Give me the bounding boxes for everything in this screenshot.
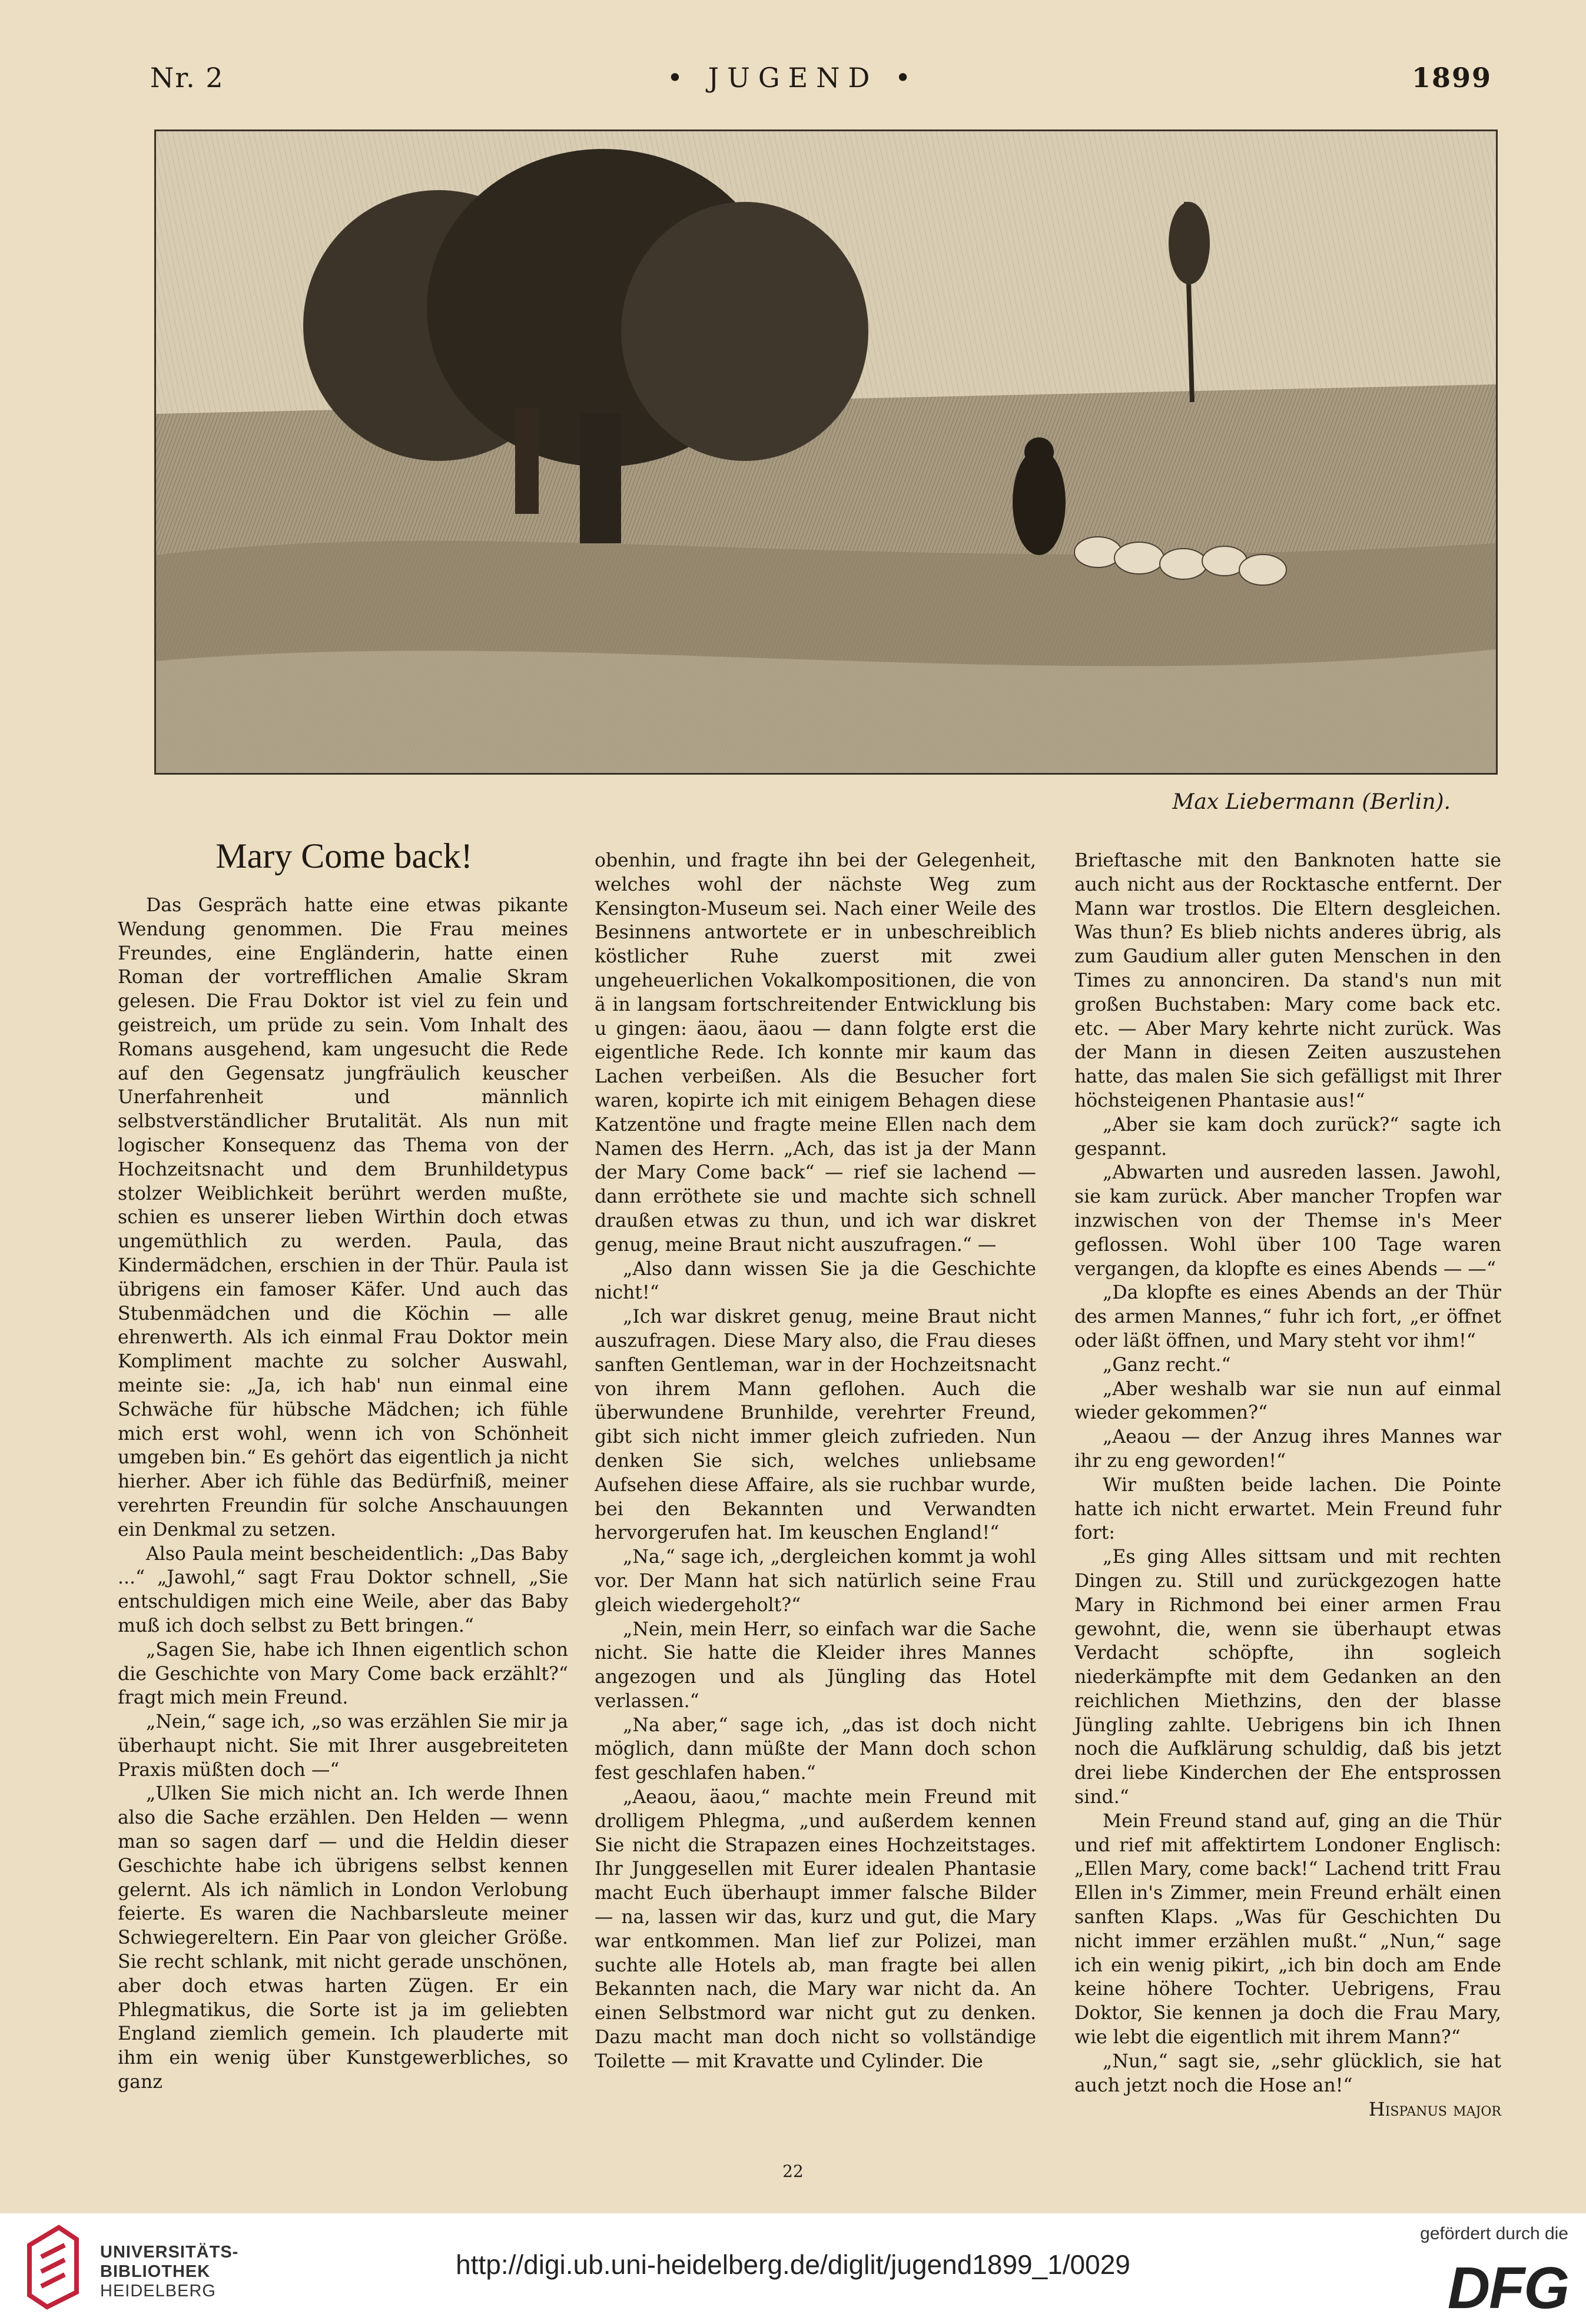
paragraph: „Da klopfte es eines Abends an der Thür des armen Mannes,“ fuhr ich fort, „er öffnet oder läßt öffnen, und Mary steht vor ihm!“ xyxy=(1074,1282,1501,1352)
paragraph: Mein Freund stand auf, ging an die Thür und rief mit affektirtem Londoner Englisch: „Ellen Mary, come back!“ Lachend tritt Frau Ellen in's Zimmer, mein Freund erhält einen sanften Klaps. „Was für Geschichten Du nicht immer erzählen mußt.“ „Nun,“ sage ich ein wenig pikirt, „ich bin doch am Ende keine höhere Tochter. Uebrigens, Frau Doktor, Sie kennen ja doch die Frau Mary, wie lebt die eigentlich mit ihrem Mann?“ xyxy=(1074,1810,1501,2049)
issue-number: Nr. 2 xyxy=(150,62,224,94)
library-line: UNIVERSITÄTS- xyxy=(100,2243,239,2262)
paragraph: „Sagen Sie, habe ich Ihnen eigentlich schon die Geschichte von Mary Come back erzählt?“ fragt mich mein Freund. xyxy=(118,1639,568,1709)
paragraph: „Ich war diskret genug, meine Braut nicht auszufragen. Diese Mary also, die Frau dieses sanften Gentleman, war in der Hochzeitsnacht von ihrem Mann geflohen. Auch die überwundene Brunhilde, verehrter Freund, gibt sich nicht immer gleich zufrieden. Nun denken Sie sich, welches unliebsame Aufsehen diese Affaire, als sie ruchbar wurde, bei den Bekannten und Verwandten hervorgerufen hat. Im keuschen England!“ xyxy=(595,1306,1036,1544)
paragraph: Brieftasche mit den Banknoten hatte sie auch nicht aus der Rocktasche entfernt. Der Mann war trostlos. Die Eltern desgleichen. Was thun? Es blieb nichts anderes übrig, als zum Gaudium aller guten Menschen in den Times zu annonciren. Da stand's nun mit großen Buchstaben: Mary come back etc. etc. — Aber Mary kehrte nicht zurück. Was der Mann in diesen Zeiten auszustehen hatte, das malen Sie sich gefälligst mit Ihrer höchsteigenen Phantasie aus!“ xyxy=(1074,850,1501,1111)
text-column-1 xyxy=(118,894,568,2094)
paragraph: „Abwarten und ausreden lassen. Jawohl, sie kam zurück. Aber mancher Tropfen war inzwischen von der Themse in's Meer geflossen. Wohl über 100 Tage waren vergangen, da klopfte es eines Abends — —“ xyxy=(1074,1162,1501,1280)
paragraph: Wir mußten beide lachen. Die Pointe hatte ich nicht erwartet. Mein Freund fuhr fort: xyxy=(1074,1474,1501,1544)
magazine-title: • JUGEND • xyxy=(666,62,920,94)
author-signature: Hispanus major xyxy=(1368,2098,1501,2121)
dfg-logo[interactable]: DFG xyxy=(1447,2255,1568,2321)
permalink-url[interactable]: http://digi.ub.uni-heidelberg.de/diglit/jugend1899_1/0029 xyxy=(456,2249,1130,2280)
year: 1899 xyxy=(1411,62,1492,94)
text-column-2 xyxy=(595,849,1036,2074)
illustration-caption: Max Liebermann (Berlin). xyxy=(1172,790,1451,814)
paragraph: „Aber weshalb war sie nun auf einmal wieder gekommen?“ xyxy=(1074,1378,1501,1424)
paragraph: „Aber sie kam doch zurück?“ sagte ich gespannt. xyxy=(1074,1114,1501,1160)
paragraph: obenhin, und fragte ihn bei der Gelegenheit, welches wohl der nächste Weg zum Kensington-Museum sei. Nach einer Weile des Besinnens antwortete er in unbeschreiblich köstlicher Ruhe zuerst mit zwei ungeheuerlichen Vokalkompositionen, die von ä in langsam fortschreitender Entwicklung bis u gingen: äaou, äaou — dann folgte erst die eigentliche Rede. Ich konnte mir kaum das Lachen verbeißen. Als die Besucher fort waren, kopirte ich mit einigem Behagen diese Katzentöne und fragte meine Ellen nach dem Namen des Herrn. „Ach, das ist ja der Mann der Mary Come back“ — rief sie lachend — dann erröthete sie und machte sich schnell draußen etwas zu thun, und ich war diskret genug, meine Braut nicht auszufragen.“ — xyxy=(595,850,1036,1256)
landscape-etching xyxy=(154,130,1498,775)
paragraph: „Nun,“ sagt sie, „sehr glücklich, sie hat auch jetzt noch die Hose an!“ xyxy=(1074,2050,1501,2096)
paragraph: „Ulken Sie mich nicht an. Ich werde Ihnen also die Sache erzählen. Den Helden — wenn man so sagen darf — und die Heldin dieser Geschichte habe ich übrigens selbst kennen gelernt. Als ich nämlich in London Verlobung feierte. Es waren die Nachbarsleute meiner Schwiegereltern. Ein Paar von gleicher Größe. Sie recht schlank, mit nicht gerade unschönen, aber doch etwas harten Zügen. Er ein Phlegmatikus, die Sorte ist ja im geliebten England ziemlich gemein. Ich plauderte mit ihm ein wenig über Kunstgewerbliches, so ganz xyxy=(118,1783,568,2093)
page-number: 22 xyxy=(782,2162,804,2181)
digitization-footer xyxy=(0,2213,1586,2324)
paragraph: „Also dann wissen Sie ja die Geschichte nicht!“ xyxy=(595,1258,1036,1304)
article-title: Mary Come back! xyxy=(215,836,473,875)
funding-note: gefördert durch die xyxy=(1420,2224,1568,2243)
paragraph: „Na aber,“ sage ich, „das ist doch nicht möglich, dann müßte der Mann doch schon fest geschlafen haben.“ xyxy=(595,1714,1036,1784)
paragraph: „Ganz recht.“ xyxy=(1103,1354,1231,1376)
paragraph: „Na,“ sage ich, „dergleichen kommt ja wohl vor. Der Mann hat sich natürlich seine Frau gleich wiedergeholt?“ xyxy=(595,1546,1036,1616)
paragraph: „Aeaou, äaou,“ machte mein Freund mit drolligem Phlegma, „und außerdem kennen Sie nicht die Strapazen eines Hochzeitstages. Ihr Junggesellen mit Eurer idealen Phantasie macht Euch überhaupt immer falsche Bilder — na, lassen wir das, kurz und gut, die Mary war entkommen. Man lief zur Polizei, man suchte alle Hotels ab, man fragte bei allen Bekannten nach, die Mary war nicht da. An einen Selbstmord war nicht gut zu denken. Dazu macht man doch nicht so vollständige Toilette — mit Kravatte und Cylinder. Die xyxy=(595,1787,1036,2072)
paragraph: „Aeaou — der Anzug ihres Mannes war ihr zu eng geworden!“ xyxy=(1074,1426,1501,1472)
paragraph: „Es ging Alles sittsam und mit rechten Dingen zu. Still und zurückgezogen hatte Mary in Richmond bei einer armen Frau gewohnt, die, wenn sie überhaupt etwas Verdacht schöpfte, ihn sogleich niederkämpfte mit dem Gedanken an den reichlichen Miethzins, den der blasse Jüngling zahlte. Uebrigens bin ich Ihnen noch die Aufklärung schuldig, daß bis jetzt drei liebe Kinderchen der Ehe entsprossen sind.“ xyxy=(1074,1546,1501,1808)
etching-drawing xyxy=(156,131,1496,773)
paragraph: Also Paula meint bescheidentlich: „Das Baby ...“ „Jawohl,“ sagt Frau Doktor schnell, „Sie entschuldigen mich eine Weile, aber das Baby muß ich doch selbst zu Bett bringen.“ xyxy=(118,1543,568,1636)
library-line: HEIDELBERG xyxy=(100,2282,216,2300)
paragraph: Das Gespräch hatte eine etwas pikante Wendung genommen. Die Frau meines Freundes, eine Engländerin, hatte einen Roman der vortrefflichen Amalie Skram gelesen. Die Frau Doktor ist viel zu fein und geistreich, um prüde zu sein. Vom Inhalt des Romans ausgehend, kam ungesucht die Rede auf den Gegensatz jungfräulich keuscher Unerfahrenheit und männlich selbstverständlicher Brutalität. Als nun mit logischer Konsequenz das Thema von der Hochzeitsnacht und dem Brunhildetypus stolzer Weiblichkeit berührt werden mußte, schien es unserer lieben Wirthin doch etwas ungemüthlich zu werden. Paula, das Kindermädchen, erschien in der Thür. Paula ist übrigens ein famoser Käfer. Und auch das Stubenmädchen und die Köchin — alle ehrenwerth. Als ich einmal Frau Doktor mein Kompliment machte zu solcher Auswahl, meinte sie: „Ja, ich hab' nun einmal eine Schwäche für hübsche Mädchen; ich fühle mich erst wohl, wenn ich von Schönheit umgeben bin.“ Es gehört das eigentlich ja nicht hierher. Aber ich fühle das Bedürfniß, meiner verehrten Freundin für solche Anschauungen ein Denkmal zu setzen. xyxy=(118,895,568,1541)
library-line: BIBLIOTHEK xyxy=(100,2262,211,2281)
paragraph: „Nein, mein Herr, so einfach war die Sache nicht. Sie hatte die Kleider ihres Mannes angezogen und als Jüngling das Hotel verlassen.“ xyxy=(595,1618,1036,1712)
paragraph: „Nein,“ sage ich, „so was erzählen Sie mir ja überhaupt nicht. Sie mit Ihrer ausgebreiteten Praxis müßten doch —“ xyxy=(118,1711,568,1781)
text-column-3 xyxy=(1074,849,1501,2122)
